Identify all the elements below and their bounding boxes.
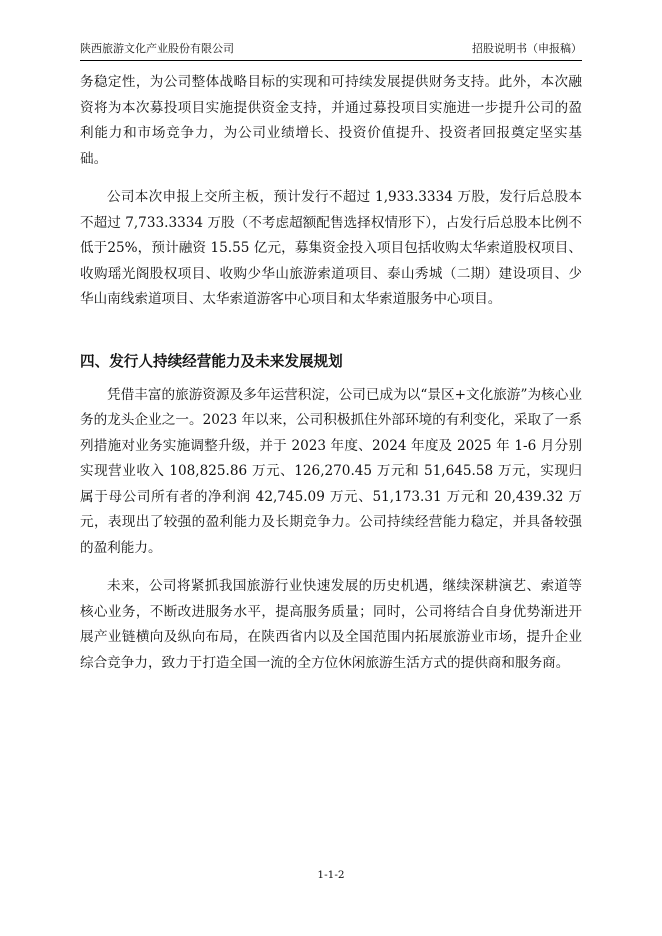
page-number: 1-1-2 — [317, 869, 345, 881]
header-document-type: 招股说明书（申报稿） — [472, 42, 582, 55]
header-company-name: 陕西旅游文化产业股份有限公司 — [80, 42, 234, 55]
paragraph-issuance-plan: 公司本次申报上交所主板，预计发行不超过 1,933.3334 万股，发行后总股本不超过 7,733.3334 万股（不考虑超额配售选择权情形下），占发行后总股本比例不低于25%，预计融资 15.55 亿元，募集资金投入项目包括收购太华索道股权项目、收购瑶光阁股权项目、收购少华山旅游索道项目、泰山秀城（二期）建设项目、少华山南线索道项目、太华索道游客中心项目和太华索道服务中心项目。 — [80, 189, 582, 307]
paragraph-operating-capability: 凭借丰富的旅游资源及多年运营积淀，公司已成为以“景区+文化旅游”为核心业务的龙头企业之一。2023 年以来，公司积极抓住外部环境的有利变化，采取了一系列措施对业务实施调整升级，并于 2023 年度、2024 年度及 2025 年 1-6 月分别实现营业收入 108,825.86 万元、126,270.45 万元和 51,645.58 万元，实现归属于母公司所有者的净利润 42,745.09 万元、51,173.31 万元和 20,439.32 万元，表现出了较强的盈利能力及长期竞争力。公司持续经营能力稳定，并具备较强的盈利能力。 — [80, 386, 582, 556]
paragraph-financing-continued: 务稳定性，为公司整体战略目标的实现和可持续发展提供财务支持。此外，本次融资将为本次募投项目实施提供资金支持，并通过募投项目实施进一步提升公司的盈利能力和市场竞争力，为公司业绩增长、投资价值提升、投资者回报奠定坚实基础。 — [80, 74, 582, 167]
paragraph-future-plan: 未来，公司将紧抓我国旅游行业快速发展的历史机遇，继续深耕演艺、索道等核心业务，不断改进服务水平，提高服务质量；同时，公司将结合自身优势渐进开展产业链横向及纵向布局，在陕西省内以及全国范围内拓展旅游业市场，提升企业综合竞争力，致力于打造全国一流的全方位休闲旅游生活方式的提供商和服务商。 — [80, 578, 582, 671]
page-header — [80, 38, 582, 61]
document-body — [80, 70, 582, 689]
section-title: 四、发行人持续经营能力及未来发展规划 — [80, 352, 343, 370]
